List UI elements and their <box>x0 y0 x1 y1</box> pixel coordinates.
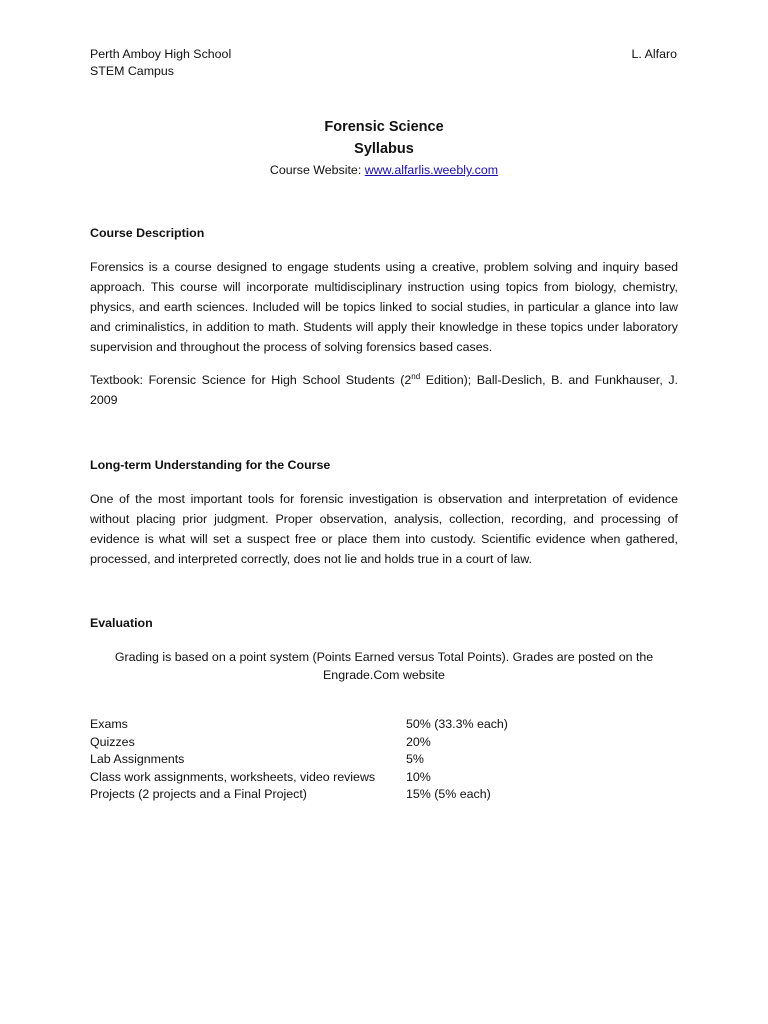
grade-row <box>90 769 508 787</box>
grade-weight: 15% (5% each) <box>406 787 491 802</box>
course-description-text: Forensics is a course designed to engage students using a creative, problem solving and inquiry based approach. This course will incorporate multidisciplinary instruction using topics from biology, chemistry, physics, and earth sciences. Included will be topics linked to social studies, in particular a glance into law and criminalistics, in addition to math. Students will apply their knowledge in these topics under laboratory supervision and throughout the process of solving forensics based cases. <box>90 260 678 354</box>
grade-category: Exams <box>90 717 128 731</box>
grading-line-1: Grading is based on a point system (Points Earned versus Total Points). Grades are posted on the <box>114 650 654 664</box>
grade-weight: 10% <box>406 769 431 784</box>
grade-weight: 50% (33.3% each) <box>406 717 508 731</box>
grade-row <box>90 734 508 752</box>
campus-name: STEM Campus <box>90 64 174 78</box>
grade-category: Projects (2 projects and a Final Project) <box>90 787 307 802</box>
grade-category: Quizzes <box>90 734 135 749</box>
evaluation-heading: Evaluation <box>90 616 153 630</box>
teacher-name: L. Alfaro <box>631 47 677 61</box>
header-left <box>90 46 231 80</box>
title-block <box>0 116 768 180</box>
grading-line-2: Engrade.Com website <box>323 668 445 682</box>
website-label: Course Website: <box>269 163 362 177</box>
grade-row <box>90 751 508 769</box>
textbook-text <box>90 370 678 410</box>
course-website-line <box>0 160 768 180</box>
grade-category: Class work assignments, worksheets, video reviews <box>90 769 376 784</box>
document-title: Syllabus <box>354 141 414 157</box>
textbook-prefix: Textbook: Forensic Science for High School Students (2 <box>90 373 412 387</box>
grade-weight: 5% <box>406 752 424 767</box>
textbook-suffix: Edition); Ball-Deslich, B. and Funkhauser, J. 2009 <box>90 373 678 407</box>
grade-row <box>90 786 508 804</box>
grade-weights-table <box>90 716 508 804</box>
course-title: Forensic Science <box>324 119 444 135</box>
course-description-heading: Course Description <box>90 226 205 240</box>
grade-weight: 20% <box>406 734 431 749</box>
long-term-text: One of the most important tools for forensic investigation is observation and interpretation of evidence without placing prior judgment. Proper observation, analysis, collection, recording, and processing of evidence is what will set a suspect free or place them into custody. Scientific evidence when gathered, processed, and interpreted correctly, does not lie and holds true in a court of law. <box>90 492 678 566</box>
grade-row <box>90 716 508 734</box>
grading-description <box>90 648 678 684</box>
textbook-edition-sup: nd <box>411 371 421 381</box>
school-name: Perth Amboy High School <box>90 47 232 61</box>
header-right <box>632 46 677 63</box>
course-website-link[interactable]: www.alfarlis.weebly.com <box>364 163 499 177</box>
grade-category: Lab Assignments <box>90 752 185 767</box>
long-term-heading: Long-term Understanding for the Course <box>90 458 331 472</box>
